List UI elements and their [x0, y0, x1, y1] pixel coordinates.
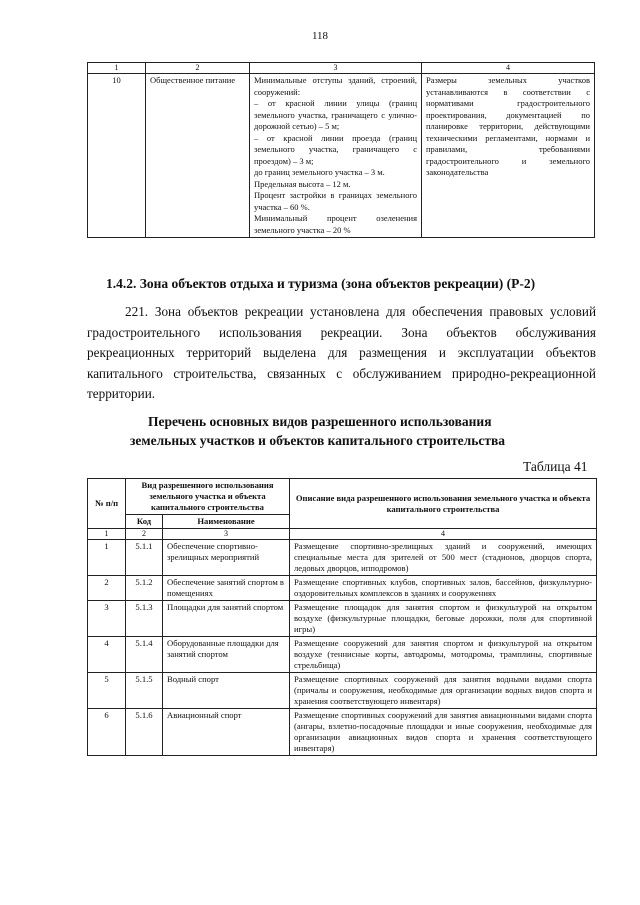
row-number: 6: [88, 709, 126, 756]
row-number: 5: [88, 673, 126, 709]
row-number: 2: [88, 576, 126, 601]
row-description: Размещение спортивных сооружений для занятия водными видами спорта (причалы и сооружения, необходимые для организации водных видов спорта и хранения соответствующего инвентаря): [290, 673, 597, 709]
row-number: 1: [88, 540, 126, 576]
parameter-line: – от красной линии проезда (границ земельного участка, граничащего с проездом) – 3 м;: [254, 132, 417, 166]
building-parameters: [250, 74, 422, 238]
row-name: Водный спорт: [163, 673, 290, 709]
row-description: Размещение спортивных сооружений для занятия авиационными видами спорта (ангары, взлетно-посадочные площадки и иные сооружения, необходимые для организации авиационных видов спорта и хранения соответствующего инвентаря): [290, 709, 597, 756]
column-number: 4: [290, 529, 597, 540]
table-header-row: [88, 479, 597, 515]
parameter-line: до границ земельного участка – 3 м.: [254, 167, 385, 177]
table-row: [88, 673, 597, 709]
row-code: 5.1.1: [126, 540, 163, 576]
row-code: 5.1.2: [126, 576, 163, 601]
table-row: [88, 709, 597, 756]
permitted-uses-table: [87, 478, 597, 756]
row-name: Авиационный спорт: [163, 709, 290, 756]
table-row: [88, 540, 597, 576]
parameter-line: Процент застройки в границах земельного участка – 60 %.: [254, 190, 417, 212]
row-name: Оборудованные площадки для занятий спортом: [163, 637, 290, 673]
column-number: 1: [88, 529, 126, 540]
header-description: Описание вида разрешенного использования земельного участка и объекта капитального строительства: [290, 479, 597, 529]
header-name: Наименование: [163, 515, 290, 529]
parameter-line: Минимальный процент озеленения земельного участка – 20 %: [254, 213, 417, 235]
table-column-numbers: [88, 63, 595, 74]
header-code: Код: [126, 515, 163, 529]
table-column-numbers: [88, 529, 597, 540]
row-code: 5.1.5: [126, 673, 163, 709]
row-code: 5.1.6: [126, 709, 163, 756]
row-code: 5.1.3: [126, 601, 163, 637]
row-description: Размещение сооружений для занятия спортом и физкультурой на открытом воздухе (теннисные корты, автодромы, мотодромы, трамплины, спортивные стрельбища): [290, 637, 597, 673]
table-row: [88, 74, 595, 238]
list-title-line: земельных участков и объектов капитального строительства: [130, 433, 506, 448]
column-number: 3: [250, 63, 422, 74]
list-title-line: Перечень основных видов разрешенного использования: [148, 414, 492, 429]
paragraph-221: 221. Зона объектов рекреации установлена для обеспечения правовых условий градостроительного использования рекреации. Зона объектов обслуживания рекреационных территорий выделена для размещения и эксплуатации объектов капитального строительства, связанных с обслуживанием природно-рекреационной территории.: [87, 304, 596, 401]
row-description: Размещение спортивно-зрелищных зданий и сооружений, имеющих специальные места для зрителей от 500 мест (стадионов, дворцов спорта, ледовых дворцов, ипподромов): [290, 540, 597, 576]
table-caption: Таблица 41: [523, 459, 588, 474]
table-row: [88, 601, 597, 637]
parameter-line: Предельная высота – 12 м.: [254, 178, 351, 189]
parameter-line: – от красной линии улицы (границ земельного участка, граничащего с улично-дорожной сетью) – 5 м;: [254, 98, 417, 131]
column-number: 1: [88, 63, 146, 74]
parameter-line: Минимальные отступы зданий, строений, сооружений:: [254, 75, 417, 97]
restrictions-text: Размеры земельных участков устанавливаются в соответствии с нормативами градостроительного проектирования, документацией по планировке территории, действующими техническими регламентами, нормами и правилами, требованиями градостроительного и земельного законодательства: [422, 74, 595, 238]
row-code: 5.1.4: [126, 637, 163, 673]
row-number: 10: [88, 74, 146, 238]
header-kind: Вид разрешенного использования земельного участка и объекта капитального строительства: [126, 479, 290, 515]
continued-table: [87, 62, 595, 238]
section-heading: 1.4.2. Зона объектов отдыха и туризма (зона объектов рекреации) (Р-2): [106, 276, 536, 291]
row-name: Обеспечение занятий спортом в помещениях: [163, 576, 290, 601]
column-number: 2: [146, 63, 250, 74]
page-number: 118: [311, 30, 329, 42]
row-name: Обеспечение спортивно-зрелищных мероприятий: [163, 540, 290, 576]
header-number: № п/п: [88, 479, 126, 529]
list-title: [0, 412, 640, 450]
table-row: [88, 637, 597, 673]
table-row: [88, 576, 597, 601]
column-number: 2: [126, 529, 163, 540]
column-number: 4: [422, 63, 595, 74]
row-description: Размещение площадок для занятия спортом и физкультурой на открытом воздухе (физкультурные площадки, беговые дорожки, поля для спортивной игры): [290, 601, 597, 637]
use-name: Общественное питание: [146, 74, 250, 238]
row-number: 4: [88, 637, 126, 673]
row-description: Размещение спортивных клубов, спортивных залов, бассейнов, физкультурно-оздоровительных комплексов в зданиях и сооружениях: [290, 576, 597, 601]
row-name: Площадки для занятий спортом: [163, 601, 290, 637]
row-number: 3: [88, 601, 126, 637]
column-number: 3: [163, 529, 290, 540]
